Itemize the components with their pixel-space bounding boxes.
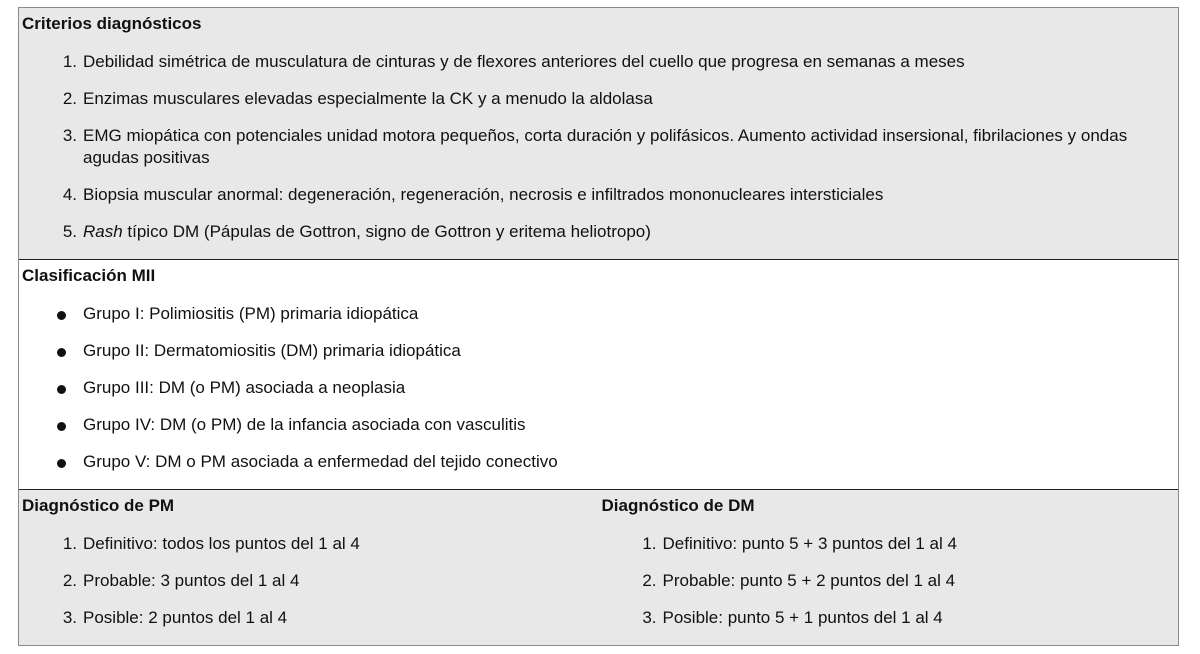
diagnostico-dm-column (599, 490, 1179, 645)
criterios-section (19, 8, 1178, 259)
item-text: Grupo II: Dermatomiositis (DM) primaria idiopática (83, 341, 461, 360)
bullet-icon (57, 311, 66, 320)
bullet-icon (57, 385, 66, 394)
diagnostico-pm-heading: Diagnóstico de PM (22, 496, 175, 515)
list-item (19, 184, 1178, 206)
list-item (19, 451, 1178, 473)
list-item (19, 221, 1178, 243)
item-number: 3. (62, 608, 77, 627)
item-text: Posible: 2 puntos del 1 al 4 (83, 608, 288, 627)
item-text: Biopsia muscular anormal: degeneración, regeneración, necrosis e infiltrados mononucleares intersticiales (83, 185, 884, 204)
criteria-table (18, 7, 1179, 646)
bullet-icon (57, 348, 66, 357)
item-number: 1. (62, 534, 77, 553)
criterios-list (19, 51, 1178, 243)
list-item (19, 303, 1178, 325)
clasificacion-list (19, 303, 1178, 473)
item-text: Grupo I: Polimiositis (PM) primaria idiopática (83, 304, 419, 323)
item-number: 2. (62, 89, 77, 108)
list-item (19, 607, 599, 629)
item-text: Enzimas musculares elevadas especialmente la CK y a menudo la aldolasa (83, 89, 653, 108)
item-text: Definitivo: punto 5 + 3 puntos del 1 al 4 (662, 534, 957, 553)
list-item (19, 340, 1178, 362)
item-number: 2. (642, 571, 657, 590)
criterios-heading: Criterios diagnósticos (22, 14, 202, 33)
item-text: Probable: 3 puntos del 1 al 4 (83, 571, 300, 590)
item-number: 3. (642, 608, 657, 627)
clasificacion-heading: Clasificación MII (22, 266, 156, 285)
item-number: 5. (62, 222, 77, 241)
list-item (19, 414, 1178, 436)
item-text: Grupo IV: DM (o PM) de la infancia asociada con vasculitis (83, 415, 526, 434)
item-text: Definitivo: todos los puntos del 1 al 4 (83, 534, 360, 553)
item-text: EMG miopática con potenciales unidad motora pequeños, corta duración y polifásicos. Aumento actividad insersional, fibrilaciones y ondas agudas positivas (83, 126, 1128, 167)
item-number: 4. (62, 185, 77, 204)
item-text: típico DM (Pápulas de Gottron, signo de Gottron y eritema heliotropo) (122, 222, 651, 241)
item-text: Probable: punto 5 + 2 puntos del 1 al 4 (662, 571, 956, 590)
list-item (19, 533, 599, 555)
diagnostico-section (19, 489, 1178, 645)
list-item (19, 88, 1178, 110)
list-item (19, 377, 1178, 399)
item-number: 1. (62, 52, 77, 71)
diagnostico-pm-list (19, 533, 599, 629)
diagnostico-pm-column (19, 490, 599, 645)
rash-term: Rash (83, 222, 123, 241)
list-item (599, 533, 1179, 555)
clasificacion-section (19, 259, 1178, 489)
list-item (19, 51, 1178, 73)
item-text: Debilidad simétrica de musculatura de cinturas y de flexores anteriores del cuello que progresa en semanas a meses (83, 52, 965, 71)
diagnostico-dm-heading: Diagnóstico de DM (601, 496, 755, 515)
list-item (19, 570, 599, 592)
list-item (599, 570, 1179, 592)
bullet-icon (57, 422, 66, 431)
item-text: Grupo III: DM (o PM) asociada a neoplasia (83, 378, 406, 397)
list-item (599, 607, 1179, 629)
bullet-icon (57, 459, 66, 468)
item-text: Grupo V: DM o PM asociada a enfermedad del tejido conectivo (83, 452, 558, 471)
item-number: 1. (642, 534, 657, 553)
item-text: Posible: punto 5 + 1 puntos del 1 al 4 (662, 608, 943, 627)
list-item (19, 125, 1178, 169)
item-number: 2. (62, 571, 77, 590)
item-number: 3. (62, 126, 77, 145)
diagnostico-dm-list (599, 533, 1179, 629)
